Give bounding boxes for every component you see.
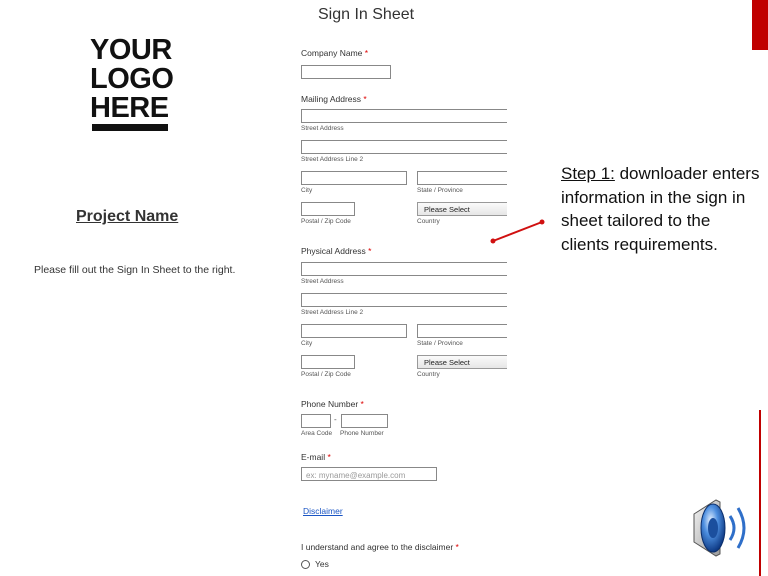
mailing-state-sublabel: State / Province bbox=[417, 187, 463, 194]
mailing-street-input[interactable] bbox=[301, 109, 507, 123]
phone-dash: - bbox=[334, 415, 337, 424]
physical-city-input[interactable] bbox=[301, 324, 407, 338]
logo-line-3: HERE bbox=[90, 92, 169, 124]
mailing-city-input[interactable] bbox=[301, 171, 407, 185]
mailing-state-input[interactable] bbox=[417, 171, 507, 185]
company-name-input[interactable] bbox=[301, 65, 391, 79]
mailing-postal-input[interactable] bbox=[301, 202, 355, 216]
pointer-dot-start bbox=[491, 239, 496, 244]
yes-option-label: Yes bbox=[315, 559, 329, 569]
mailing-country-select[interactable]: Please Select bbox=[417, 202, 507, 216]
logo bbox=[90, 36, 172, 123]
instruction-text: Please fill out the Sign In Sheet to the right. bbox=[34, 264, 236, 276]
agree-label-text: I understand and agree to the disclaimer bbox=[301, 542, 454, 552]
physical-city-sublabel: City bbox=[301, 340, 313, 347]
company-name-label bbox=[301, 48, 368, 58]
required-mark: * bbox=[327, 452, 331, 462]
mailing-city-sublabel: City bbox=[301, 187, 313, 194]
step-callout bbox=[561, 162, 761, 256]
accent-bar bbox=[752, 0, 768, 50]
speaker-icon[interactable] bbox=[686, 492, 756, 569]
email-label bbox=[301, 452, 331, 462]
mailing-street-sublabel: Street Address bbox=[301, 125, 344, 132]
logo-underline bbox=[92, 124, 168, 131]
mailing-country-sublabel: Country bbox=[417, 218, 440, 225]
step-description: downloader enters information in the sign in sheet tailored to the clients requirements. bbox=[561, 164, 760, 254]
speaker-icon-graphic bbox=[686, 492, 756, 564]
phone-number-input[interactable] bbox=[341, 414, 388, 428]
side-accent-line bbox=[759, 410, 761, 576]
mailing-address-label bbox=[301, 94, 367, 104]
area-code-input[interactable] bbox=[301, 414, 331, 428]
pointer-arrow bbox=[488, 216, 548, 246]
yes-radio[interactable] bbox=[301, 560, 310, 569]
company-name-label-text: Company Name bbox=[301, 48, 363, 58]
pointer-dot-end bbox=[540, 220, 545, 225]
mailing-street2-input[interactable] bbox=[301, 140, 507, 154]
physical-address-label-text: Physical Address bbox=[301, 246, 366, 256]
area-code-sublabel: Area Code bbox=[301, 430, 333, 437]
email-label-text: E-mail bbox=[301, 452, 326, 462]
physical-postal-input[interactable] bbox=[301, 355, 355, 369]
required-mark: * bbox=[455, 542, 459, 552]
phone-number-label-text: Phone Number bbox=[301, 399, 359, 409]
physical-address-label bbox=[301, 246, 371, 256]
step-label: Step 1: bbox=[561, 164, 615, 183]
physical-country-select[interactable]: Please Select bbox=[417, 355, 507, 369]
physical-street2-sublabel: Street Address Line 2 bbox=[301, 309, 364, 316]
project-name: Project Name bbox=[76, 208, 179, 225]
physical-state-input[interactable] bbox=[417, 324, 507, 338]
required-mark: * bbox=[360, 399, 364, 409]
phone-number-sublabel: Phone Number bbox=[340, 430, 384, 437]
form-title: Sign In Sheet bbox=[318, 6, 415, 23]
required-mark: * bbox=[364, 48, 369, 58]
physical-postal-sublabel: Postal / Zip Code bbox=[301, 371, 351, 378]
physical-state-sublabel: State / Province bbox=[417, 340, 463, 347]
pointer-line bbox=[493, 222, 542, 241]
physical-street-input[interactable] bbox=[301, 262, 507, 276]
logo-line-1: YOUR bbox=[90, 34, 172, 66]
logo-line-2: LOGO bbox=[90, 63, 174, 95]
physical-street-sublabel: Street Address bbox=[301, 278, 344, 285]
email-input[interactable]: ex: myname@example.com bbox=[301, 467, 437, 481]
required-mark: * bbox=[368, 246, 372, 256]
physical-street2-input[interactable] bbox=[301, 293, 507, 307]
agree-label bbox=[301, 542, 459, 552]
mailing-postal-sublabel: Postal / Zip Code bbox=[301, 218, 351, 225]
mailing-street2-sublabel: Street Address Line 2 bbox=[301, 156, 364, 163]
required-mark: * bbox=[363, 94, 367, 104]
phone-number-label bbox=[301, 399, 364, 409]
disclaimer-link[interactable]: Disclaimer bbox=[303, 506, 343, 516]
physical-country-sublabel: Country bbox=[417, 371, 440, 378]
mailing-address-label-text: Mailing Address bbox=[301, 94, 362, 104]
